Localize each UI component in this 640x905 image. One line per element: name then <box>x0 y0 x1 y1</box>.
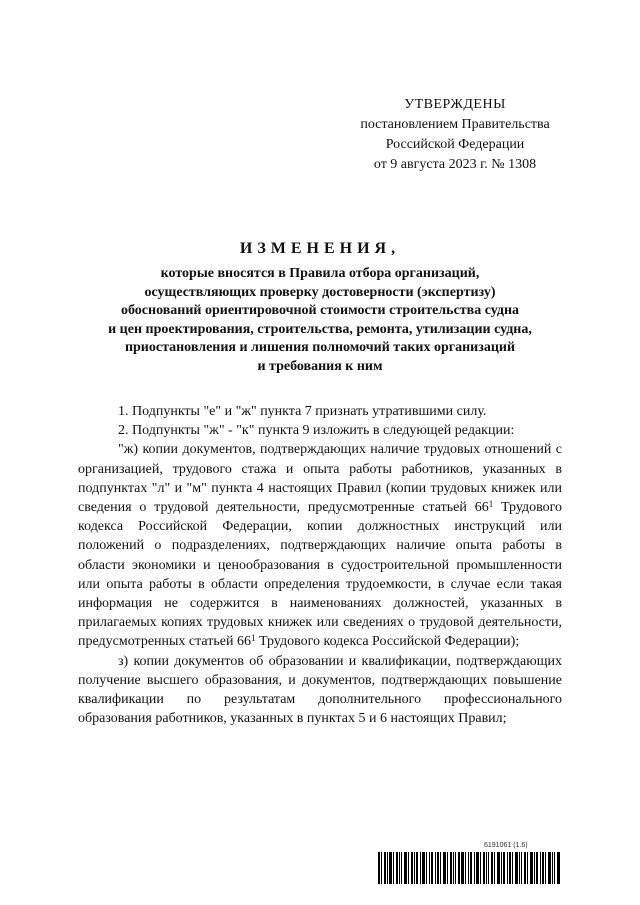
approval-heading: УТВЕРЖДЕНЫ <box>404 97 506 112</box>
paragraph-1: 1. Подпункты "е" и "ж" пункта 7 признать утратившими силу. <box>118 404 487 419</box>
paragraph-3-part-a: "ж) копии документов, подтверждающих наличие трудовых отношений с организацией, трудового стажа и опыта работы работников, указанных в подпунктах "л" и "м" пункта 4 настоящих Правил (копии трудовых книжек или сведения о трудовой деятельности, предусмотренные статьей 66 <box>78 442 562 516</box>
approval-line-1: постановлением Правительства <box>360 117 550 132</box>
approval-block <box>330 95 580 175</box>
superscript-2: 1 <box>251 633 256 644</box>
paragraph-2: 2. Подпункты "ж" - "к" пункта 9 изложить в следующей редакции: <box>118 423 515 439</box>
paragraph-3-part-c: Трудового кодекса Российской Федерации); <box>255 634 520 650</box>
subtitle-line: осуществляющих проверку достоверности (экспертизу) <box>144 284 496 300</box>
subtitle-line: и цен проектирования, строительства, ремонта, утилизации судна, <box>108 321 532 337</box>
document-subtitle <box>80 265 560 376</box>
document-code: 6191061 (1.6) <box>484 842 528 849</box>
subtitle-line: которые вносятся в Правила отбора организаций, <box>160 266 480 281</box>
subtitle-line: и требования к ним <box>257 358 383 374</box>
subtitle-line: приостановления и лишения полномочий таких организаций <box>124 340 516 355</box>
barcode-image <box>378 852 560 884</box>
paragraph-3-part-b: Трудового кодекса Российской Федерации, копии должностных инструкций или положений о подразделениях, подтверждающих наличие опыта работы в области экономики и ценообразования в судостроительной промышленности или опыта работы в области определения трудоемкости, в случае если такая информация не содержится в наименованиях должностей, указанных в прилагаемых копиях трудовых книжек или сведениях о трудовой деятельности, предусмотренных статьей 66 <box>78 500 563 650</box>
paragraph-4: з) копии документов об образовании и квалификации, подтверждающих получение высшего образования, и документов, подтверждающих повышение квалификации по результатам дополнительного профессионального образования работников, указанных в пунктах 5 и 6 настоящих Правил; <box>78 653 562 727</box>
approval-line-3: от 9 августа 2023 г. № 1308 <box>373 157 537 172</box>
document-body <box>78 402 562 728</box>
superscript-1: 1 <box>488 499 494 510</box>
approval-line-2: Российской Федерации <box>385 137 525 152</box>
document-title: ИЗМЕНЕНИЯ, <box>239 240 401 257</box>
paragraph-3 <box>78 440 562 651</box>
subtitle-line: обоснований ориентировочной стоимости строительства судна <box>120 303 520 318</box>
